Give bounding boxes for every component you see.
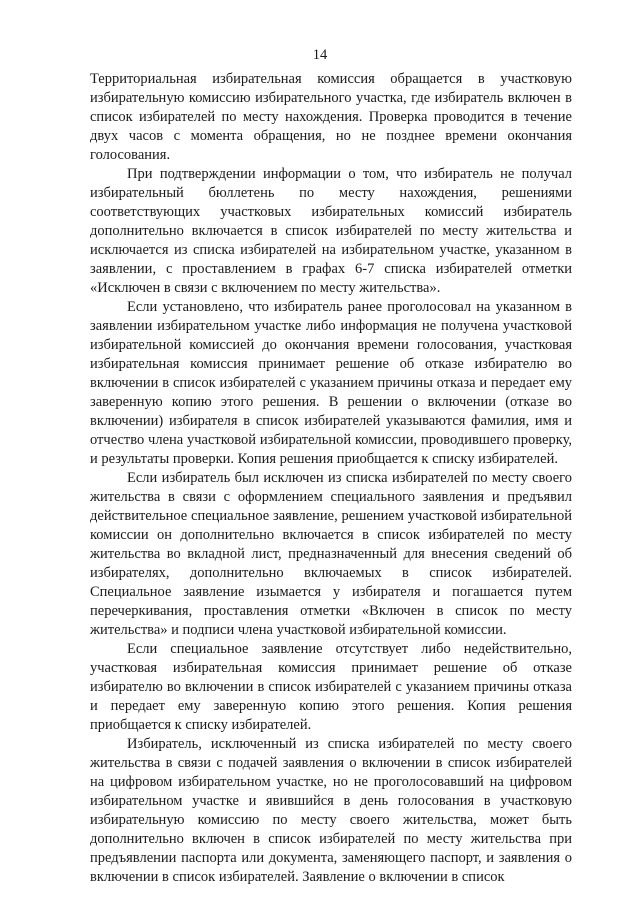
page-number: 14 (312, 47, 328, 63)
paragraph: Если установлено, что избиратель ранее проголосовал на указанном в заявлении избирательном участке либо информация не получена участковой избирательной комиссией до окончания времени голосования, участковая избирательная комиссия принимает решение об отказе избирателю во включении в список избирателей с указанием причины отказа и передает ему заверенную копию этого решения. В решении о включении (отказе во включении) избирателя в список избирателей указываются фамилия, имя и отчество члена участковой избирательной комиссии, проводившего проверку, и результаты проверки. Копия решения приобщается к списку избирателей. (90, 299, 572, 467)
paragraph: Если специальное заявление отсутствует либо недействительно, участковая избирательная комиссия принимает решение об отказе избирателю во включении в список избирателей с указанием причины отказа и передает ему заверенную копию этого решения. Копия решения приобщается к списку избирателей. (90, 641, 572, 733)
paragraph: Если избиратель был исключен из списка избирателей по месту своего жительства в связи с оформлением специального заявления и предъявил действительное специальное заявление, решением участковой избирательной комиссии он дополнительно включается в список избирателей по месту жительства во вкладной лист, предназначенный для внесения сведений об избирателях, дополнительно включаемых в список избирателей. Специальное заявление изымается у избирателя и погашается путем перечеркивания, проставления отметки «Включен в список по месту жительства» и подписи члена участковой избирательной комиссии. (90, 470, 572, 638)
paragraph: Территориальная избирательная комиссия обращается в участковую избирательную комиссию избирательного участка, где избиратель включен в список избирателей по месту нахождения. Проверка проводится в течение двух часов с момента обращения, но не позднее времени окончания голосования. (90, 71, 572, 163)
document-body (90, 70, 572, 887)
paragraph: Избиратель, исключенный из списка избирателей по месту своего жительства в связи с подачей заявления о включении в список избирателей на цифровом избирательном участке, но не проголосовавший на цифровом избирательном участке и явившийся в день голосования в участковую избирательную комиссию по месту своего жительства, может быть дополнительно включен в список избирателей по месту жительства при предъявлении паспорта или документа, заменяющего паспорт, и заявления о включении в список избирателей. Заявление о включении в список (90, 736, 572, 885)
paragraph: При подтверждении информации о том, что избиратель не получал избирательный бюллетень по месту нахождения, решениями соответствующих участковых избирательных комиссий избиратель дополнительно включается в список избирателей по месту жительства и исключается из списка избирателей на избирательном участке, указанном в заявлении, с проставлением в графах 6-7 списка избирателей отметки «Исключен в связи с включением по месту жительства». (90, 166, 572, 296)
